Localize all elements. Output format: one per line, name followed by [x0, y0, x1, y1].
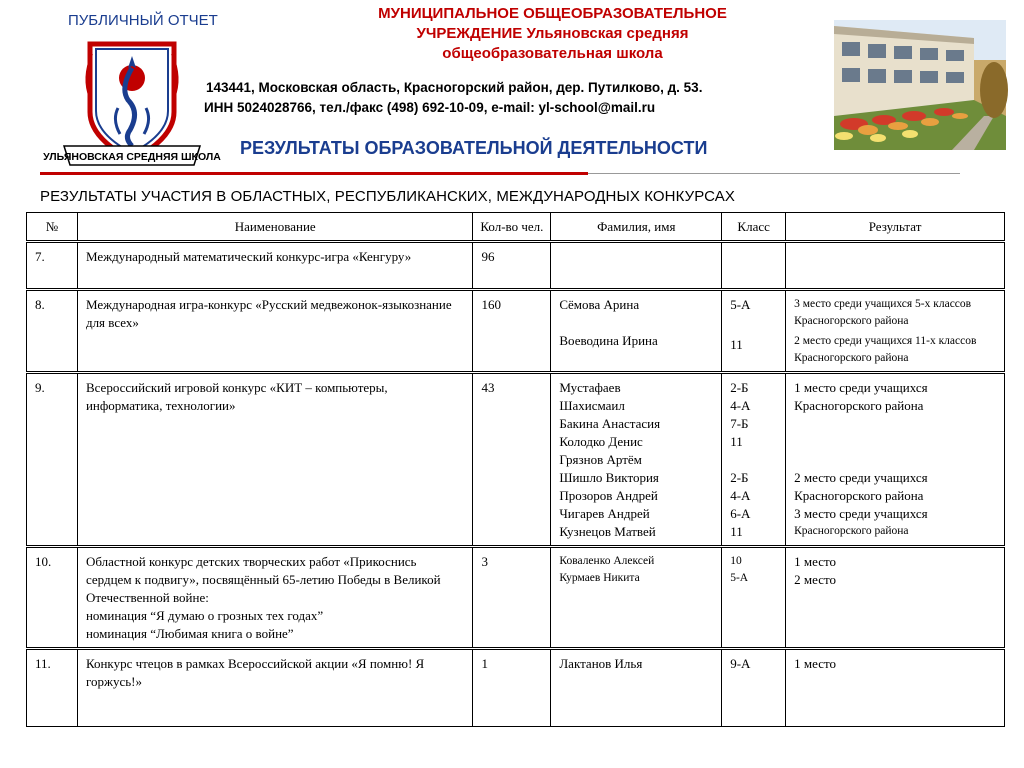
grade-value: 11	[730, 337, 743, 352]
result-value: 3 место среди учащихся 5-х классов Красногорского района	[794, 298, 972, 327]
row-person	[551, 242, 722, 290]
org-line-1: МУНИЦИПАЛЬНОЕ ОБЩЕОБРАЗОВАТЕЛЬНОЕ	[378, 5, 727, 22]
row-grade	[722, 373, 786, 547]
grade-value: 2-Б	[730, 470, 749, 485]
person-name: Бакина Анастасия	[559, 416, 661, 431]
organization-name	[300, 4, 805, 64]
row-num: 7.	[27, 242, 78, 290]
results-table	[26, 212, 1005, 727]
grade-value	[730, 451, 777, 469]
row-result	[786, 547, 1005, 649]
header-num: №	[27, 213, 78, 242]
grade-value: 5-А	[730, 572, 749, 584]
person-name: Воеводина Ирина	[559, 333, 658, 348]
person-name: Коваленко Алексей	[559, 555, 655, 567]
row-result	[786, 242, 1005, 290]
row-grade	[722, 290, 786, 373]
row-grade	[722, 242, 786, 290]
row-num: 10.	[27, 547, 78, 649]
person-name: Мустафаев	[559, 380, 621, 395]
header-result: Результат	[786, 213, 1005, 242]
table-row	[27, 649, 1005, 727]
result-value: 2 место	[794, 572, 836, 587]
header-person: Фамилия, имя	[551, 213, 722, 242]
result-value: 2 место среди учащихся 11-х классов Красногорского района	[794, 335, 977, 364]
row-person	[551, 373, 722, 547]
table-row	[27, 547, 1005, 649]
header-name: Наименование	[77, 213, 472, 242]
header-divider	[40, 172, 960, 175]
org-line-2: УЧРЕЖДЕНИЕ Ульяновская средняя	[416, 25, 689, 42]
table-row	[27, 242, 1005, 290]
person-name: Колодко Денис	[559, 434, 643, 449]
row-count: 96	[473, 242, 551, 290]
section-title: РЕЗУЛЬТАТЫ ОБРАЗОВАТЕЛЬНОЙ ДЕЯТЕЛЬНОСТИ	[240, 138, 708, 158]
address-line-2: ИНН 5024028766, тел./факс (498) 692-10-09, e-mail: yl-school@mail.ru	[204, 100, 656, 115]
table-title: РЕЗУЛЬТАТЫ УЧАСТИЯ В ОБЛАСТНЫХ, РЕСПУБЛИКАНСКИХ, МЕЖДУНАРОДНЫХ КОНКУРСАХ	[40, 188, 735, 205]
row-count: 3	[473, 547, 551, 649]
row-grade	[722, 547, 786, 649]
name-line: номинация “Любимая книга о войне”	[85, 626, 294, 641]
table-row	[27, 290, 1005, 373]
grade-value: 2-Б	[730, 380, 749, 395]
person-name: Грязнов Артём	[559, 452, 642, 467]
school-logo	[43, 38, 221, 166]
row-count: 1	[473, 649, 551, 727]
person-name: Прозоров Андрей	[559, 488, 658, 503]
row-name	[77, 547, 472, 649]
person-name: Шахисмаил	[559, 398, 625, 413]
result-value: 3 место среди учащихся	[794, 506, 928, 521]
row-num: 8.	[27, 290, 78, 373]
header-count: Кол-во чел.	[473, 213, 551, 242]
row-name: Конкурс чтецов в рамках Всероссийской акции «Я помню! Я горжусь!»	[77, 649, 472, 727]
row-count: 160	[473, 290, 551, 373]
grade-value: 4-А	[730, 488, 751, 503]
person-name: Кузнецов Матвей	[559, 524, 656, 539]
row-name: Международная игра-конкурс «Русский медвежонок-языкознание для всех»	[77, 290, 472, 373]
person-name: Курмаев Никита	[559, 572, 640, 584]
school-building-photo	[834, 20, 1006, 150]
table-row	[27, 373, 1005, 547]
address-block	[204, 78, 702, 118]
row-result	[786, 290, 1005, 373]
row-person	[551, 547, 722, 649]
result-value: 2 место среди учащихся Красногорского района	[794, 470, 928, 503]
grade-value: 6-А	[730, 506, 751, 521]
address-line-1: 143441, Московская область, Красногорский район, дер. Путилково, д. 53.	[206, 80, 703, 95]
row-name: Международный математический конкурс-игра «Кенгуру»	[77, 242, 472, 290]
row-num: 11.	[27, 649, 78, 727]
row-result: 1 место	[786, 649, 1005, 727]
grade-value: 10	[730, 555, 742, 567]
header-grade: Класс	[722, 213, 786, 242]
person-name: Сёмова Арина	[559, 297, 640, 312]
org-line-3: общеобразовательная школа	[442, 45, 663, 62]
person-name: Шишло Виктория	[559, 470, 659, 485]
result-value: 1 место среди учащихся Красногорского района	[794, 380, 928, 413]
table-header-row	[27, 213, 1005, 242]
name-line: номинация “Я думаю о грозных тех годах”	[85, 608, 324, 623]
row-person	[551, 290, 722, 373]
grade-value: 5-А	[730, 297, 751, 312]
row-count: 43	[473, 373, 551, 547]
row-person: Лактанов Илья	[551, 649, 722, 727]
result-value: 1 место	[794, 554, 836, 569]
name-line: Областной конкурс детских творческих работ «Прикоснись сердцем к подвигу», посвящённый 65-летию Победы в Великой Отечественной войне:	[85, 554, 441, 605]
row-result	[786, 373, 1005, 547]
logo-text: УЛЬЯНОВСКАЯ СРЕДНЯЯ ШКОЛА	[43, 151, 221, 163]
row-name: Всероссийский игровой конкурс «КИТ – компьютеры, информатика, технологии»	[77, 373, 472, 547]
result-value: Красногорского района	[794, 525, 909, 537]
grade-value: 7-Б	[730, 416, 749, 431]
grade-value: 4-А	[730, 398, 751, 413]
row-num: 9.	[27, 373, 78, 547]
person-name: Чигарев Андрей	[559, 506, 650, 521]
row-grade: 9-А	[722, 649, 786, 727]
grade-value: 11	[730, 434, 743, 449]
grade-value: 11	[730, 524, 743, 539]
report-label: ПУБЛИЧНЫЙ ОТЧЕТ	[68, 12, 218, 29]
